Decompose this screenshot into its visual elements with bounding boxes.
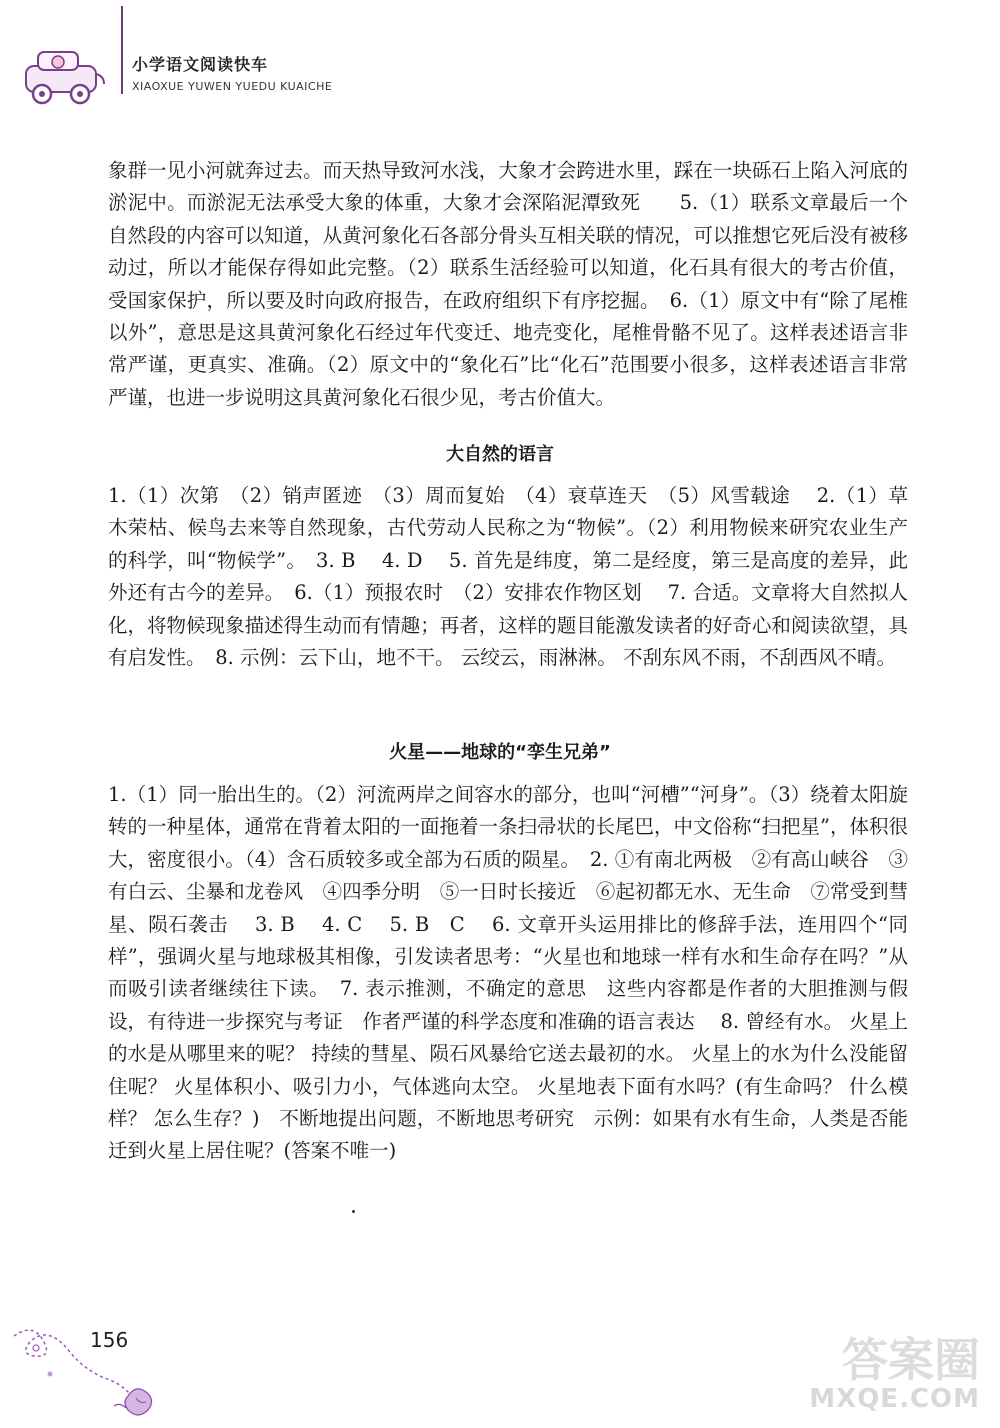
- book-header: [20, 6, 420, 106]
- watermark-text: MXQE.COM: [809, 1384, 980, 1414]
- section-heading: 大自然的语言: [446, 444, 554, 465]
- answer-paragraph: 1.（1）同一胎出生的。（2）河流两岸之间容水的部分，也叫“河槽”“河身”。（3）绕着太阳旋转的一种星体，通常在背着太阳的一面拖着一条扫帚状的长尾巴，中文俗称“扫把星”，体积很大，密度很小。（4）含石质较多或全部为石质的陨星。 2. ①有南北两极 ②有高山峡谷 ③有白云、尘暴和龙卷风 ④四季分明 ⑤一日时长接近 ⑥起初都无水、无生命 ⑦常受到彗星、陨石袭击 3. B 4. C 5. B C 6. 文章开头运用排比的修辞手法，连用四个“同样”，强调火星与地球极其相像，引发读者思考：“火星也和地球一样有水和生命存在吗？”从而吸引读者继续往下读。 7. 表示推测，不确定的意思 这些内容都是作者的大胆推测与假设，有待进一步探究与考证 作者严谨的科学态度和准确的语言表达 8. 曾经有水。 火星上的水是从哪里来的呢？ 持续的彗星、陨石风暴给它送去最初的水。 火星上的水为什么没能留住呢？ 火星体积小、吸引力小，气体逃向太空。 火星地表下面有水吗？(有生命吗？ 什么模样？ 怎么生存？) 不断地提出问题，不断地思考研究 示例：如果有水有生命，人类是否能迁到火星上居住呢？(答案不唯一): [108, 783, 908, 1163]
- answer-paragraph: 1.（1）次第 （2）销声匿迹 （3）周而复始 （4）衰草连天 （5）风雪载途 2.（1）草木荣枯、候鸟去来等自然现象，古代劳动人民称之为“物候”。（2）利用物候来研究农业生产的科学，叫“物候学”。 3. B 4. D 5. 首先是纬度，第二是经度，第三是高度的差异，此外还有古今的差异。 6.（1）预报农时 （2）安排农作物区划 7. 合适。文章将大自然拟人化，将物候现象描述得生动而有情趣；再者，这样的题目能激发读者的好奇心和阅读欲望，具有启发性。 8. 示例：云下山，地不干。 云绞云，雨淋淋。 不刮东风不雨，不刮西风不晴。: [108, 484, 908, 670]
- section-heading: 火星——地球的“孪生兄弟”: [389, 742, 611, 763]
- page-number: 156: [90, 1328, 129, 1352]
- book-title: 小学语文阅读快车: [132, 55, 269, 74]
- car-logo-icon: [20, 40, 110, 110]
- book-subtitle: XIAOXUE YUWEN YUEDU KUAICHE: [132, 80, 333, 93]
- header-divider: [121, 6, 123, 94]
- watermark: [800, 1324, 990, 1420]
- watermark-logo-icon: 答案圈: [842, 1333, 980, 1387]
- answer-paragraph-continued: 象群一见小河就奔过去。而天热导致河水浅，大象才会跨进水里，踩在一块砾石上陷入河底的淤泥中。而淤泥无法承受大象的体重，大象才会深陷泥潭致死 5.（1）联系文章最后一个自然段的内容可以知道，从黄河象化石各部分骨头互相关联的情况，可以推想它死后没有被移动过，所以才能保存得如此完整。（2）联系生活经验可以知道，化石具有很大的考古价值，受国家保护，所以要及时向政府报告，在政府组织下有序挖掘。 6.（1）原文中有“除了尾椎以外”，意思是这具黄河象化石经过年代变迁、地壳变化，尾椎骨骼不见了。这样表述语言非常严谨，更真实、准确。（2）原文中的“象化石”比“化石”范围要小很多，这样表述语言非常严谨，也进一步说明这具黄河象化石很少见，考古价值大。: [108, 159, 908, 409]
- stray-dot: [352, 1210, 355, 1213]
